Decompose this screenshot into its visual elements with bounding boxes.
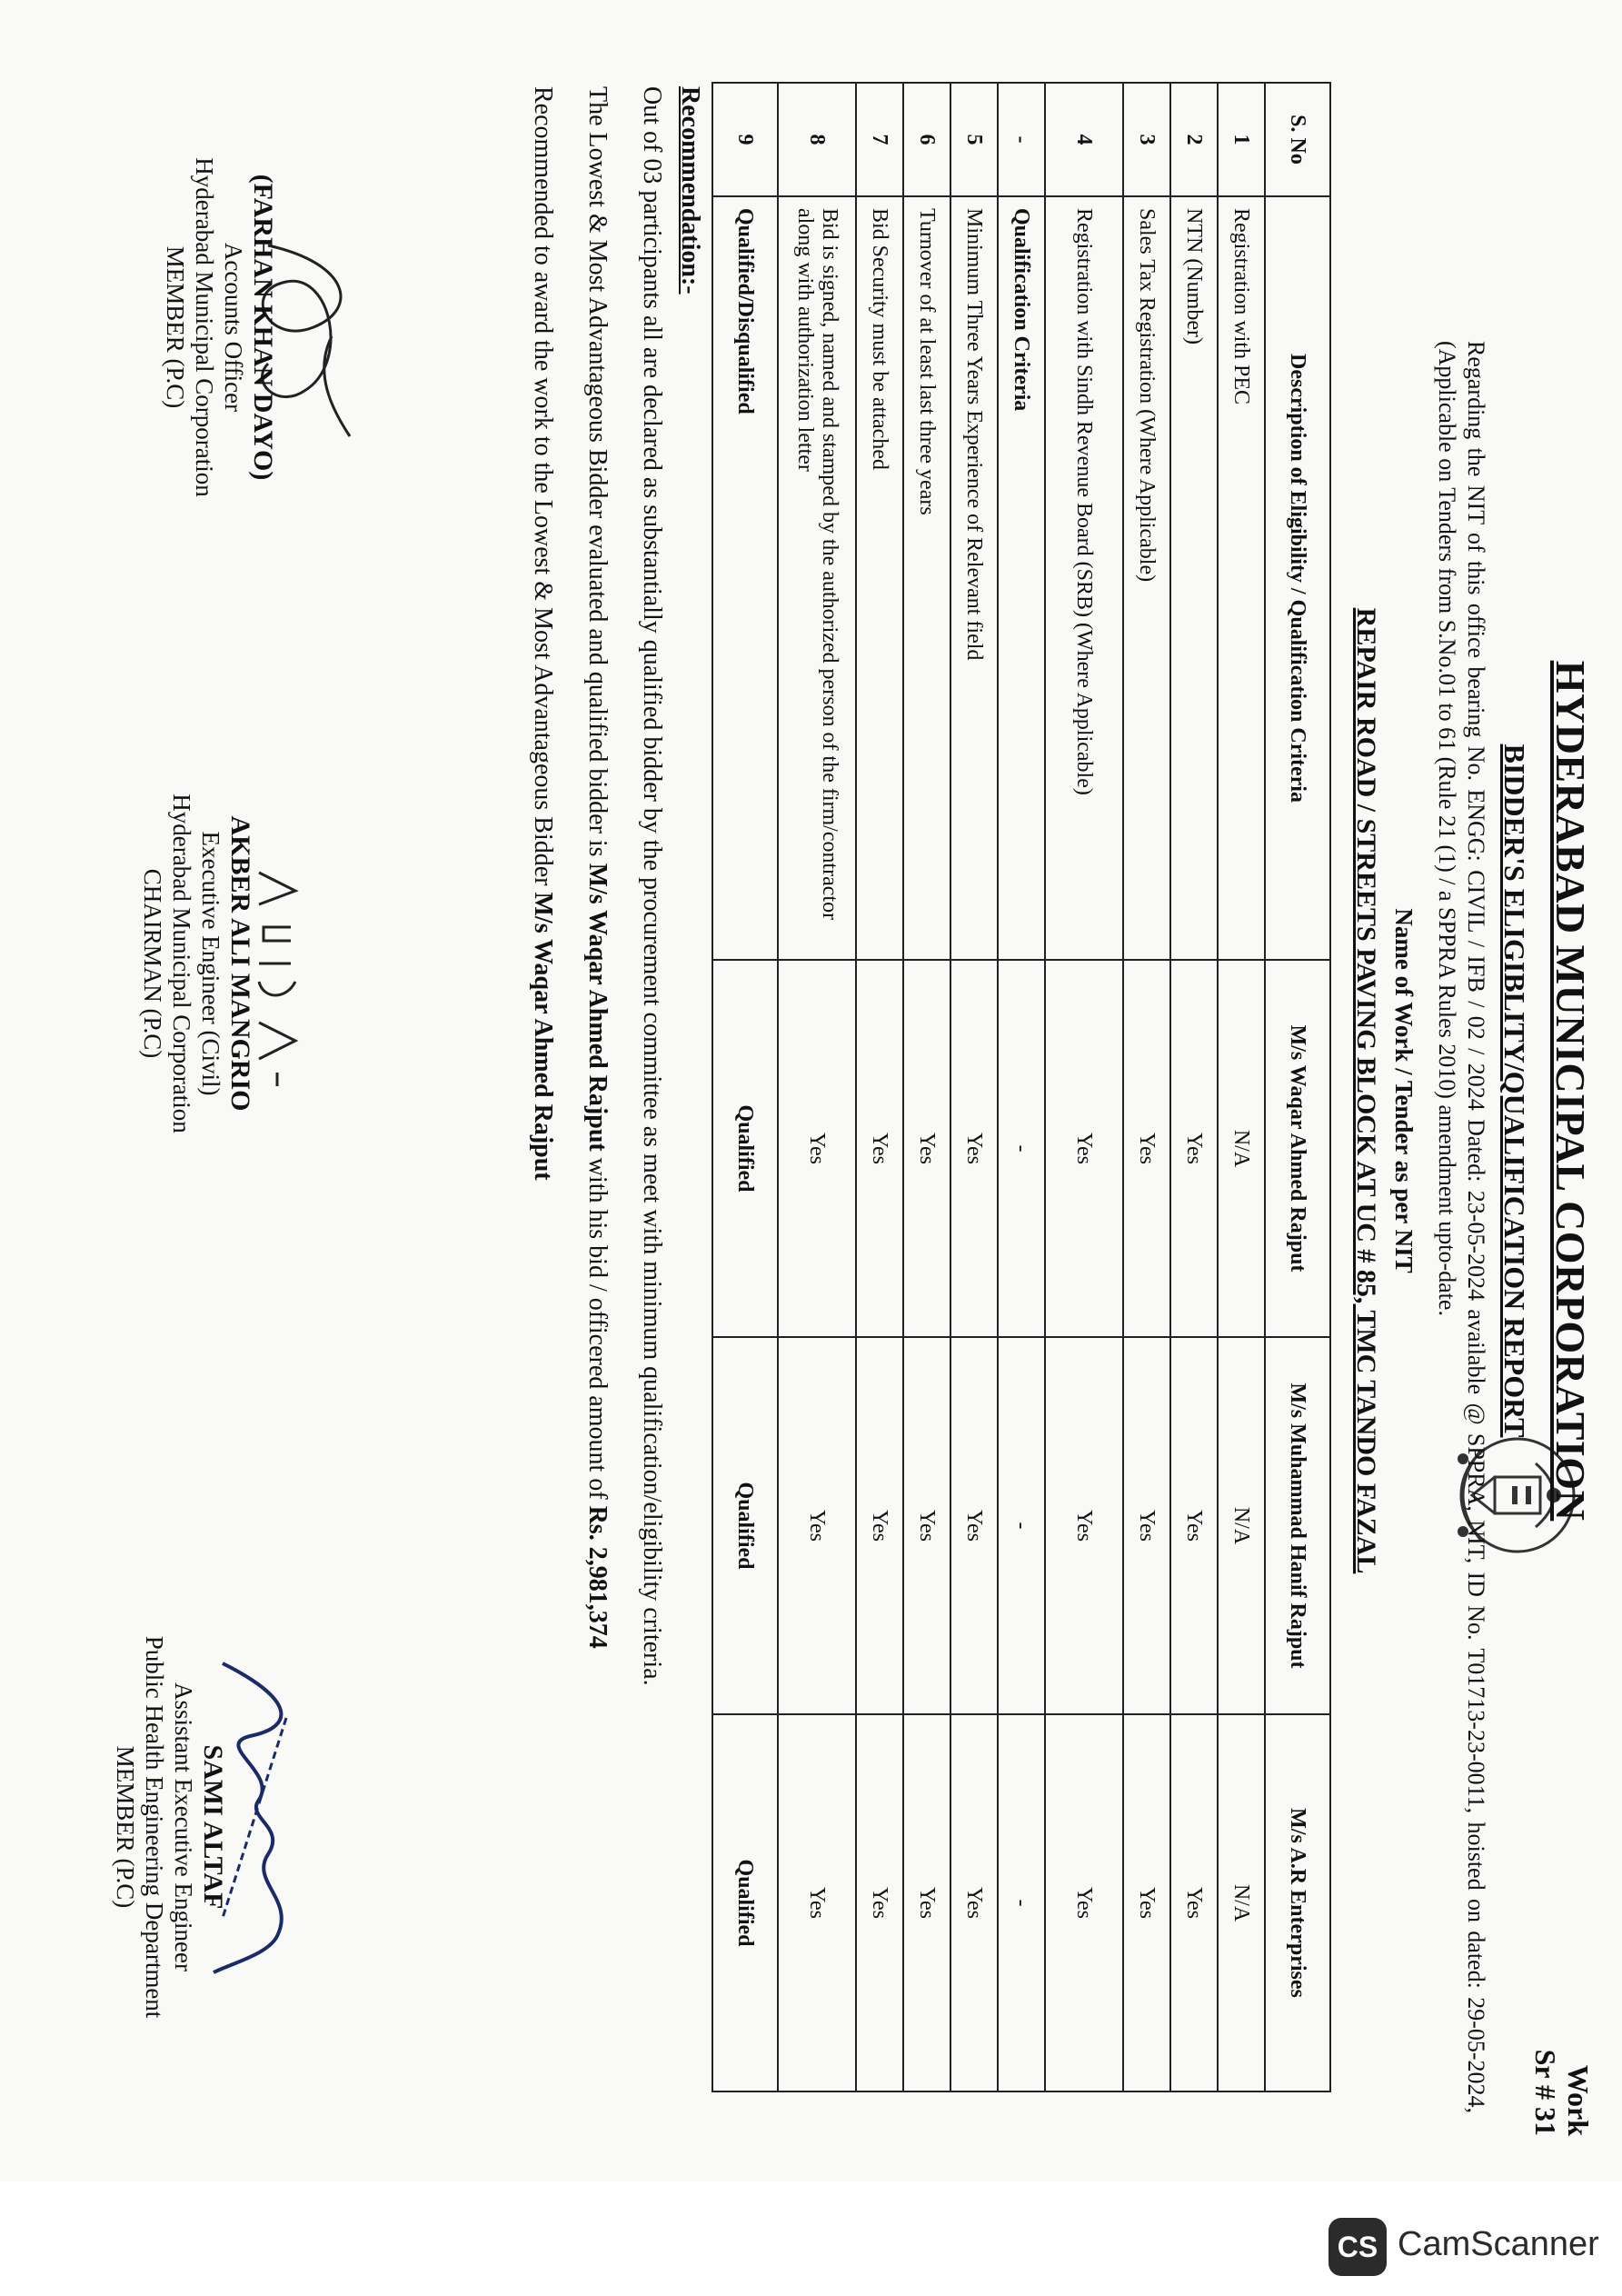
bidder-2-value: N/A <box>1218 1337 1265 1714</box>
col-header-bidder-1: M/s Waqar Ahmed Rajput <box>1265 960 1330 1337</box>
row-description: Minimum Three Years Experience of Relevant field <box>950 196 998 960</box>
col-header-bidder-2: M/s Muhammad Hanif Rajput <box>1265 1337 1330 1714</box>
work-label: Work <box>1562 2064 1595 2136</box>
table-row <box>950 83 998 2091</box>
row-sno: 8 <box>778 83 856 196</box>
signatory-right <box>111 1536 227 2118</box>
bidder-2-value: Yes <box>950 1337 998 1714</box>
signatory-middle <box>138 709 254 1218</box>
serial-number: Sr # 31 <box>1529 2049 1562 2136</box>
signatory-organization: Public Health Engineering Department <box>141 1635 168 2019</box>
signatory-name: SAMI ALTAF <box>198 1744 228 1910</box>
bidder-1-value: Yes <box>950 960 998 1337</box>
bidder-3-value: - <box>998 1714 1045 2091</box>
camscanner-watermark: CamScanner <box>1398 2225 1599 2263</box>
row-sno: 6 <box>903 83 950 196</box>
bid-amount: Rs. 2,981,374 <box>583 1505 612 1649</box>
signatory-organization: Hyderabad Municipal Corporation <box>191 157 218 497</box>
name-of-work-label: Name of Work / Tender as per NIT <box>1390 908 1418 1273</box>
signatory-designation: Assistant Executive Engineer <box>170 1682 197 1972</box>
row-sno: 1 <box>1218 83 1265 196</box>
bidder-2-value: Qualified <box>712 1337 778 1714</box>
bidder-1-value: Yes <box>1170 960 1218 1337</box>
row-description: Turnover of at least last three years <box>903 196 950 960</box>
bidder-2-value: Yes <box>856 1337 903 1714</box>
bidder-2-value: Yes <box>1170 1337 1218 1714</box>
bidder-2-value: Yes <box>1123 1337 1170 1714</box>
row-description: Registration with Sindh Revenue Board (SRB) (Where Applicable) <box>1045 196 1123 960</box>
bidder-1-value: Qualified <box>712 960 778 1337</box>
lowest-bidder-name: M/s Waqar Ahmed Rajput <box>583 863 612 1152</box>
bidder-3-value: Yes <box>1045 1714 1123 2091</box>
report-subtitle: BIDDER'S ELIGIBLITY/QUALIFICATION REPORT <box>1498 744 1531 1438</box>
table-row <box>1170 83 1218 2091</box>
row-description: Sales Tax Registration (Where Applicable) <box>1123 196 1170 960</box>
row-sno: 9 <box>712 83 778 196</box>
table-row <box>1218 83 1265 2091</box>
para2-text: The Lowest & Most Advantageous Bidder evaluated and qualified bidder is <box>583 86 612 863</box>
table-row <box>856 83 903 2091</box>
col-header-description: Description of Eligibility / Qualification Criteria <box>1265 196 1330 960</box>
para3-text: Recommended to award the work to the Lowest & Most Advantageous Bidder <box>529 86 557 893</box>
bidder-1-value: Yes <box>778 960 856 1337</box>
awarded-bidder-name: M/s Waqar Ahmed Rajput <box>529 892 557 1181</box>
bidder-3-value: Yes <box>856 1714 903 2091</box>
work-serial-label <box>1529 1909 1595 2136</box>
bidder-3-value: Qualified <box>712 1714 778 2091</box>
row-description: Qualification Criteria <box>998 196 1045 960</box>
bidder-1-value: Yes <box>903 960 950 1337</box>
bidder-3-value: Yes <box>778 1714 856 2091</box>
recommendation-heading: Recommendation:- <box>676 86 704 294</box>
row-description: Registration with PEC <box>1218 196 1265 960</box>
col-header-sno: S. No <box>1265 83 1330 196</box>
bidder-2-value: Yes <box>778 1337 856 1714</box>
table-row <box>998 83 1045 2091</box>
table-row <box>778 83 856 2091</box>
bidder-1-value: Yes <box>1045 960 1123 1337</box>
bidder-3-value: Yes <box>950 1714 998 2091</box>
row-sno: 5 <box>950 83 998 196</box>
para2-mid-text: with his bid / officered amount of <box>583 1151 612 1506</box>
camscanner-logo-icon: CS <box>1328 2218 1387 2276</box>
recommendation-paragraph-3 <box>526 86 559 2131</box>
row-description: Bid Security must be attached <box>856 196 903 960</box>
bidder-1-value: - <box>998 960 1045 1337</box>
table-row <box>712 83 778 2091</box>
row-sno: 2 <box>1170 83 1218 196</box>
intro-paragraph: Regarding the NIT of this office bearing No. ENGG: CIVIL / IFB / 02 / 2024 Dated: 23-05-2024 available @ SPPRA, NIT, ID No. T01713-23-0011, hoisted on dated: 29-05-2024, (Applicable on Tenders from S.No.01 to 61 (Rule 21 (1) / a SPPRA Rules 2010) amendment upto-date. <box>1434 341 1489 2113</box>
row-sno: 3 <box>1123 83 1170 196</box>
signatory-role: MEMBER (P.C) <box>112 1745 139 1909</box>
eligibility-table <box>711 82 1331 2092</box>
bidder-1-value: Yes <box>1123 960 1170 1337</box>
signatory-name: (FARHAN KHAN DAYO) <box>248 174 278 481</box>
row-sno: 7 <box>856 83 903 196</box>
recommendation-paragraph-1: Out of 03 participants all are declared as substantially qualified bidder by the procurement committee as meet with minimum qualification/eligibility criteria. <box>638 86 666 1686</box>
work-title: REPAIR ROAD / STREETS PAVING BLOCK AT UC # 85, TMC TANDO FAZAL <box>1351 607 1381 1574</box>
bidder-3-value: Yes <box>1170 1714 1218 2091</box>
bidder-2-value: Yes <box>903 1337 950 1714</box>
row-sno: 4 <box>1045 83 1123 196</box>
bidder-1-value: N/A <box>1218 960 1265 1337</box>
document-title: HYDERABAD MUNICIPAL CORPORATION <box>1547 660 1594 1522</box>
bidder-2-value: Yes <box>1045 1337 1123 1714</box>
row-description: NTN (Number) <box>1170 196 1218 960</box>
signatory-left <box>161 100 277 554</box>
signatory-role: CHAIRMAN (P.C) <box>139 868 166 1059</box>
row-sno: - <box>998 83 1045 196</box>
signatory-name: AKBER ALI MANGRIO <box>225 815 255 1112</box>
bidder-3-value: Yes <box>1123 1714 1170 2091</box>
signatory-designation: Executive Engineer (Civil) <box>197 831 224 1096</box>
signatory-organization: Hyderabad Municipal Corporation <box>168 794 195 1133</box>
table-row <box>1123 83 1170 2091</box>
signatory-designation: Accounts Officer <box>220 242 247 413</box>
bidder-3-value: N/A <box>1218 1714 1265 2091</box>
row-description: Qualified/Disqualified <box>712 196 778 960</box>
table-row <box>1045 83 1123 2091</box>
bidder-3-value: Yes <box>903 1714 950 2091</box>
recommendation-paragraph-2 <box>581 86 613 2131</box>
row-description: Bid is signed, named and stamped by the authorized person of the firm/contractor along with authorization letter <box>778 196 856 960</box>
bidder-1-value: Yes <box>856 960 903 1337</box>
signatory-role: MEMBER (P.C) <box>162 245 189 409</box>
table-header-row <box>1265 83 1330 2091</box>
bidder-2-value: - <box>998 1337 1045 1714</box>
col-header-bidder-3: M/s A.R Enterprises <box>1265 1714 1330 2091</box>
table-row <box>903 83 950 2091</box>
